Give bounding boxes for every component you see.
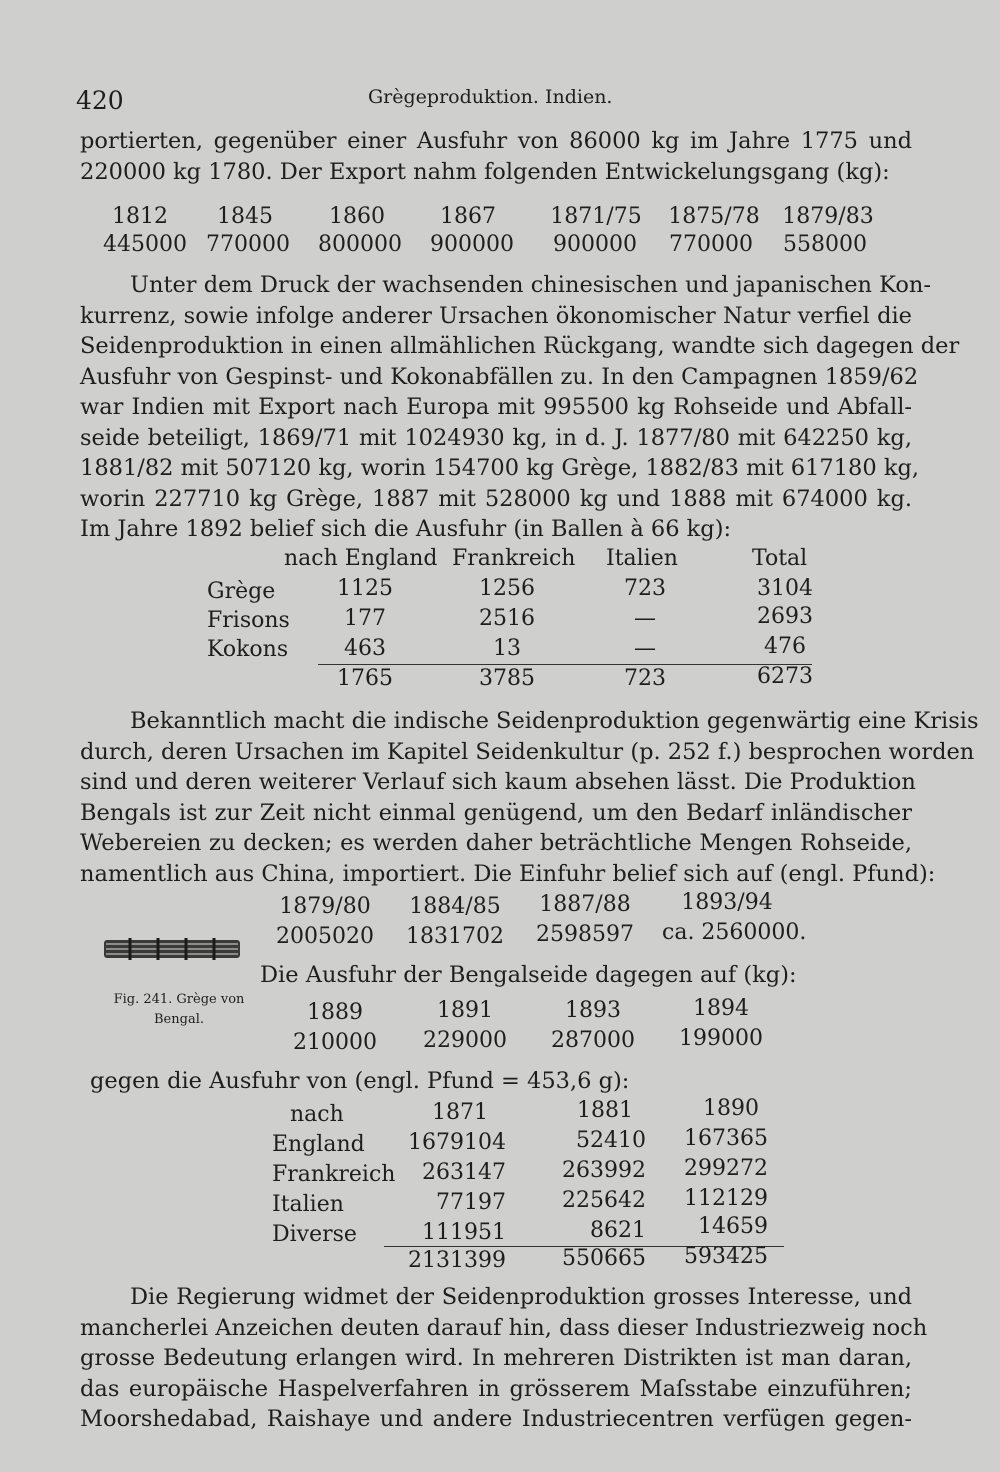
- import-year: 1893/94: [681, 890, 773, 915]
- paragraph-government: [80, 1282, 928, 1435]
- bengal-value: 210000: [293, 1030, 377, 1055]
- caption-line: Fig. 241. Grège von: [113, 992, 245, 1007]
- text-line: 1881/82 mit 507120 kg, worin 154700 kg Grège, 1882/83 mit 617180 kg,: [80, 455, 920, 481]
- bales-row-label: Grège: [207, 579, 276, 604]
- import-value: 2005020: [276, 924, 374, 949]
- text-line: das europäische Haspelverfahren in grösserem Maſsstabe einzuführen;: [80, 1375, 912, 1402]
- bengal-value: 199000: [679, 1026, 763, 1051]
- pound-year: 1871: [432, 1100, 488, 1125]
- text-line: 220000 kg 1780. Der Export nahm folgenden Entwickelungsgang (kg):: [80, 158, 890, 185]
- import-year: 1879/80: [279, 894, 371, 919]
- export-value: 900000: [430, 232, 514, 257]
- text-line: Die Regierung widmet der Seidenproduktion grosses Interesse, und: [130, 1284, 912, 1310]
- text-line: Seidenproduktion in einen allmählichen Rückgang, wandte sich dagegen der: [80, 333, 960, 359]
- bales-row-label: Kokons: [207, 637, 289, 662]
- import-value: 2598597: [536, 922, 634, 947]
- pound-corner: nach: [290, 1102, 344, 1127]
- pound-cell: 77197: [436, 1190, 506, 1215]
- page-number: 420: [76, 86, 124, 115]
- bengal-year: 1889: [307, 1000, 363, 1025]
- bales-cell: 1125: [337, 576, 393, 601]
- export-value: 558000: [783, 232, 867, 257]
- text-line: seide beteiligt, 1869/71 mit 1024930 kg, in d. J. 1877/80 mit 642250 kg,: [80, 424, 912, 451]
- export-value: 770000: [206, 232, 290, 257]
- pound-cell: 52410: [576, 1128, 646, 1153]
- text-line: sind und deren weiterer Verlauf sich kaum absehen lässt. Die Produktion: [80, 769, 916, 795]
- caption-line: Bengal.: [154, 1012, 204, 1027]
- bales-cell: 463: [344, 636, 386, 661]
- text-line: kurrenz, sowie infolge anderer Ursachen ökonomischer Natur verfiel die: [80, 302, 912, 329]
- import-year: 1884/85: [409, 894, 501, 919]
- pound-year: 1890: [703, 1096, 759, 1121]
- text-line: Bengals ist zur Zeit nicht einmal genügend, um den Bedarf inländischer: [80, 799, 912, 826]
- pound-cell: 1679104: [408, 1130, 506, 1155]
- bales-cell: 177: [344, 606, 386, 631]
- pound-row-label: Frankreich: [272, 1162, 396, 1187]
- export-value: 800000: [318, 232, 402, 257]
- text-line: Webereien zu decken; es werden daher beträchtliche Mengen Rohseide,: [80, 830, 912, 856]
- bales-sum-rule: [318, 664, 812, 665]
- pound-year: 1881: [577, 1098, 633, 1123]
- bales-cell: 723: [624, 576, 666, 601]
- pound-total: 593425: [684, 1244, 768, 1269]
- bales-cell: 3104: [757, 576, 813, 601]
- text-line: grosse Bedeutung erlangen wird. In mehreren Distrikten ist man daran,: [80, 1345, 912, 1371]
- bengal-year: 1891: [437, 998, 493, 1023]
- text-line: war Indien mit Export nach Europa mit 995500 kg Rohseide und Abfall-: [80, 394, 912, 420]
- export-value: 770000: [669, 232, 753, 257]
- text-line: mancherlei Anzeichen deuten darauf hin, dass dieser Industriezweig noch: [80, 1314, 928, 1341]
- bales-total: 6273: [757, 664, 813, 689]
- pound-cell: 263147: [422, 1160, 506, 1185]
- bengal-value: 287000: [551, 1028, 635, 1053]
- pound-row-label: Italien: [272, 1192, 344, 1217]
- export-value: 445000: [103, 232, 187, 257]
- import-value: 1831702: [406, 924, 504, 949]
- pound-row-label: England: [272, 1132, 365, 1157]
- bales-total: 3785: [479, 666, 535, 691]
- pound-cell: 263992: [562, 1158, 646, 1183]
- text-line: durch, deren Ursachen im Kapitel Seidenkultur (p. 252 f.) besprochen worden: [80, 738, 975, 765]
- pound-cell: 8621: [590, 1218, 646, 1243]
- text-line: worin 227710 kg Grège, 1887 mit 528000 kg und 1888 mit 674000 kg.: [80, 485, 912, 512]
- export-year: 1879/83: [782, 204, 874, 229]
- text-line: Unter dem Druck der wachsenden chinesischen und japanischen Kon-: [130, 272, 932, 298]
- bengal-year: 1893: [565, 998, 621, 1023]
- import-value: ca. 2560000.: [662, 920, 807, 945]
- pound-row-label: Diverse: [272, 1222, 357, 1247]
- bales-cell: 1256: [479, 576, 535, 601]
- bales-total: 1765: [337, 666, 393, 691]
- bales-total: 723: [624, 666, 666, 691]
- silk-skein-illustration: [102, 934, 242, 964]
- bales-cell: 476: [764, 634, 806, 659]
- bales-header: nach England: [284, 546, 438, 571]
- bengal-year: 1894: [693, 996, 749, 1021]
- text-line: Bekanntlich macht die indische Seidenproduktion gegenwärtig eine Krisis: [130, 708, 979, 734]
- running-title: Grègeproduktion. Indien.: [368, 86, 613, 108]
- export-year: 1812: [112, 204, 168, 229]
- bengal-intro: Die Ausfuhr der Bengalseide dagegen auf (kg):: [260, 962, 797, 988]
- export-year: 1871/75: [550, 204, 642, 229]
- export-year: 1867: [440, 204, 496, 229]
- pound-total: 550665: [562, 1246, 646, 1271]
- bengal-value: 229000: [423, 1028, 507, 1053]
- pound-cell: 299272: [684, 1156, 768, 1181]
- intro-paragraph: [80, 126, 912, 187]
- bales-cell: —: [634, 606, 656, 631]
- bales-row-label: Frisons: [207, 608, 290, 633]
- text-line: Moorshedabad, Raishaye und andere Industriecentren verfügen gegen-: [80, 1406, 912, 1432]
- pound-cell: 14659: [698, 1214, 768, 1239]
- paragraph-decline: [80, 270, 960, 545]
- text-line: portierten, gegenüber einer Ausfuhr von 86000 kg im Jahre 1775 und: [80, 128, 912, 154]
- bales-cell: —: [634, 636, 656, 661]
- export-year: 1845: [217, 204, 273, 229]
- pound-cell: 111951: [422, 1220, 506, 1245]
- bales-cell: 2516: [479, 606, 535, 631]
- pound-cell: 225642: [562, 1188, 646, 1213]
- export-year: 1860: [329, 204, 385, 229]
- bales-cell: 13: [493, 636, 521, 661]
- bales-cell: 2693: [757, 604, 813, 629]
- bales-header: Frankreich: [452, 546, 576, 571]
- pound-cell: 167365: [684, 1126, 768, 1151]
- text-line: namentlich aus China, importiert. Die Einfuhr belief sich auf (engl. Pfund):: [80, 860, 936, 887]
- text-line: Ausfuhr von Gespinst- und Kokonabfällen zu. In den Campagnen 1859/62: [80, 363, 919, 390]
- import-year: 1887/88: [539, 892, 631, 917]
- bales-header: Italien: [606, 546, 678, 571]
- pound-cell: 112129: [684, 1186, 768, 1211]
- figure-caption: [94, 990, 264, 1030]
- export-value: 900000: [553, 232, 637, 257]
- export-year: 1875/78: [668, 204, 760, 229]
- text-line: Im Jahre 1892 belief sich die Ausfuhr (in Ballen à 66 kg):: [80, 516, 732, 542]
- pound-total: 2131399: [408, 1248, 506, 1273]
- paragraph-crisis: [80, 706, 979, 889]
- bales-header: Total: [752, 546, 808, 571]
- pound-intro: gegen die Ausfuhr von (engl. Pfund = 453,6 g):: [90, 1068, 630, 1094]
